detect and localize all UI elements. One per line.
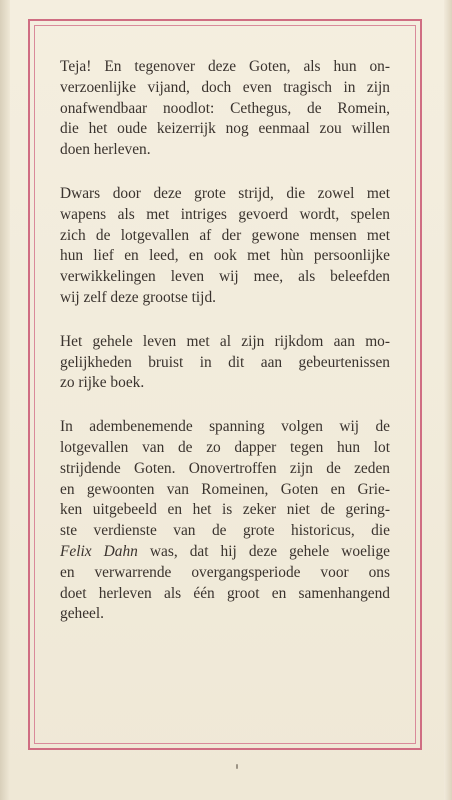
paragraph-2: [60, 184, 390, 309]
text-line: en gewoonten van Romeinen, Goten en Grie-: [60, 480, 390, 498]
page-edge-shadow-right: [444, 0, 452, 800]
text-line: Teja! En tegenover deze Goten, als hun on-: [60, 58, 390, 75]
author-line-rest: was, dat hij deze gehele woelige: [137, 542, 390, 560]
text-line: In adembenemende spanning volgen wij de: [60, 418, 390, 436]
text-line: verwikkelingen leven wij mee, als beleefden: [60, 268, 390, 286]
text-line: wapens als met intriges gevoerd wordt, spelen: [60, 205, 390, 223]
paragraph-1: [60, 57, 390, 161]
text-line: en verwarrende overgangsperiode voor ons: [60, 563, 390, 581]
paper-speck: [236, 764, 238, 769]
author-name: Felix Dahn: [60, 542, 138, 560]
page-edge-shadow-left: [0, 0, 10, 800]
text-line: hun lief en leed, en ook met hùn persoonlijke: [60, 247, 390, 265]
text-line: ste verdienste van de grote historicus, die: [60, 522, 390, 540]
paragraph-3: [60, 332, 390, 394]
text-line: lotgevallen van de zo dapper tegen hun lot: [60, 438, 390, 456]
text-line: doen herleven.: [60, 141, 151, 159]
text-line: Dwars door deze grote strijd, die zowel met: [60, 184, 390, 202]
text-line: die het oude keizerrijk nog eenmaal zou willen: [60, 120, 390, 138]
text-line: onafwendbaar noodlot: Cethegus, de Romein,: [60, 99, 390, 117]
blurb-text: [60, 57, 390, 648]
text-line: verzoenlijke vijand, doch even tragisch in zijn: [60, 78, 390, 96]
text-line: wij zelf deze grootse tijd.: [60, 288, 216, 306]
text-line: gelijkheden bruist in dit aan gebeurtenissen: [60, 353, 390, 371]
text-line: geheel.: [60, 605, 105, 623]
paragraph-4: [60, 417, 390, 625]
text-line: strijdende Goten. Onovertroffen zijn de zeden: [60, 459, 390, 477]
text-line: ken uitgebeeld en het is zeker niet de gering-: [60, 501, 390, 519]
text-line-with-author: [60, 542, 390, 563]
text-line: doet herleven als één groot en samenhangend: [60, 584, 390, 602]
text-line: zich de lotgevallen af der gewone mensen met: [60, 226, 390, 244]
text-line: zo rijke boek.: [60, 374, 145, 392]
text-line: Het gehele leven met al zijn rijkdom aan mo-: [60, 332, 390, 350]
